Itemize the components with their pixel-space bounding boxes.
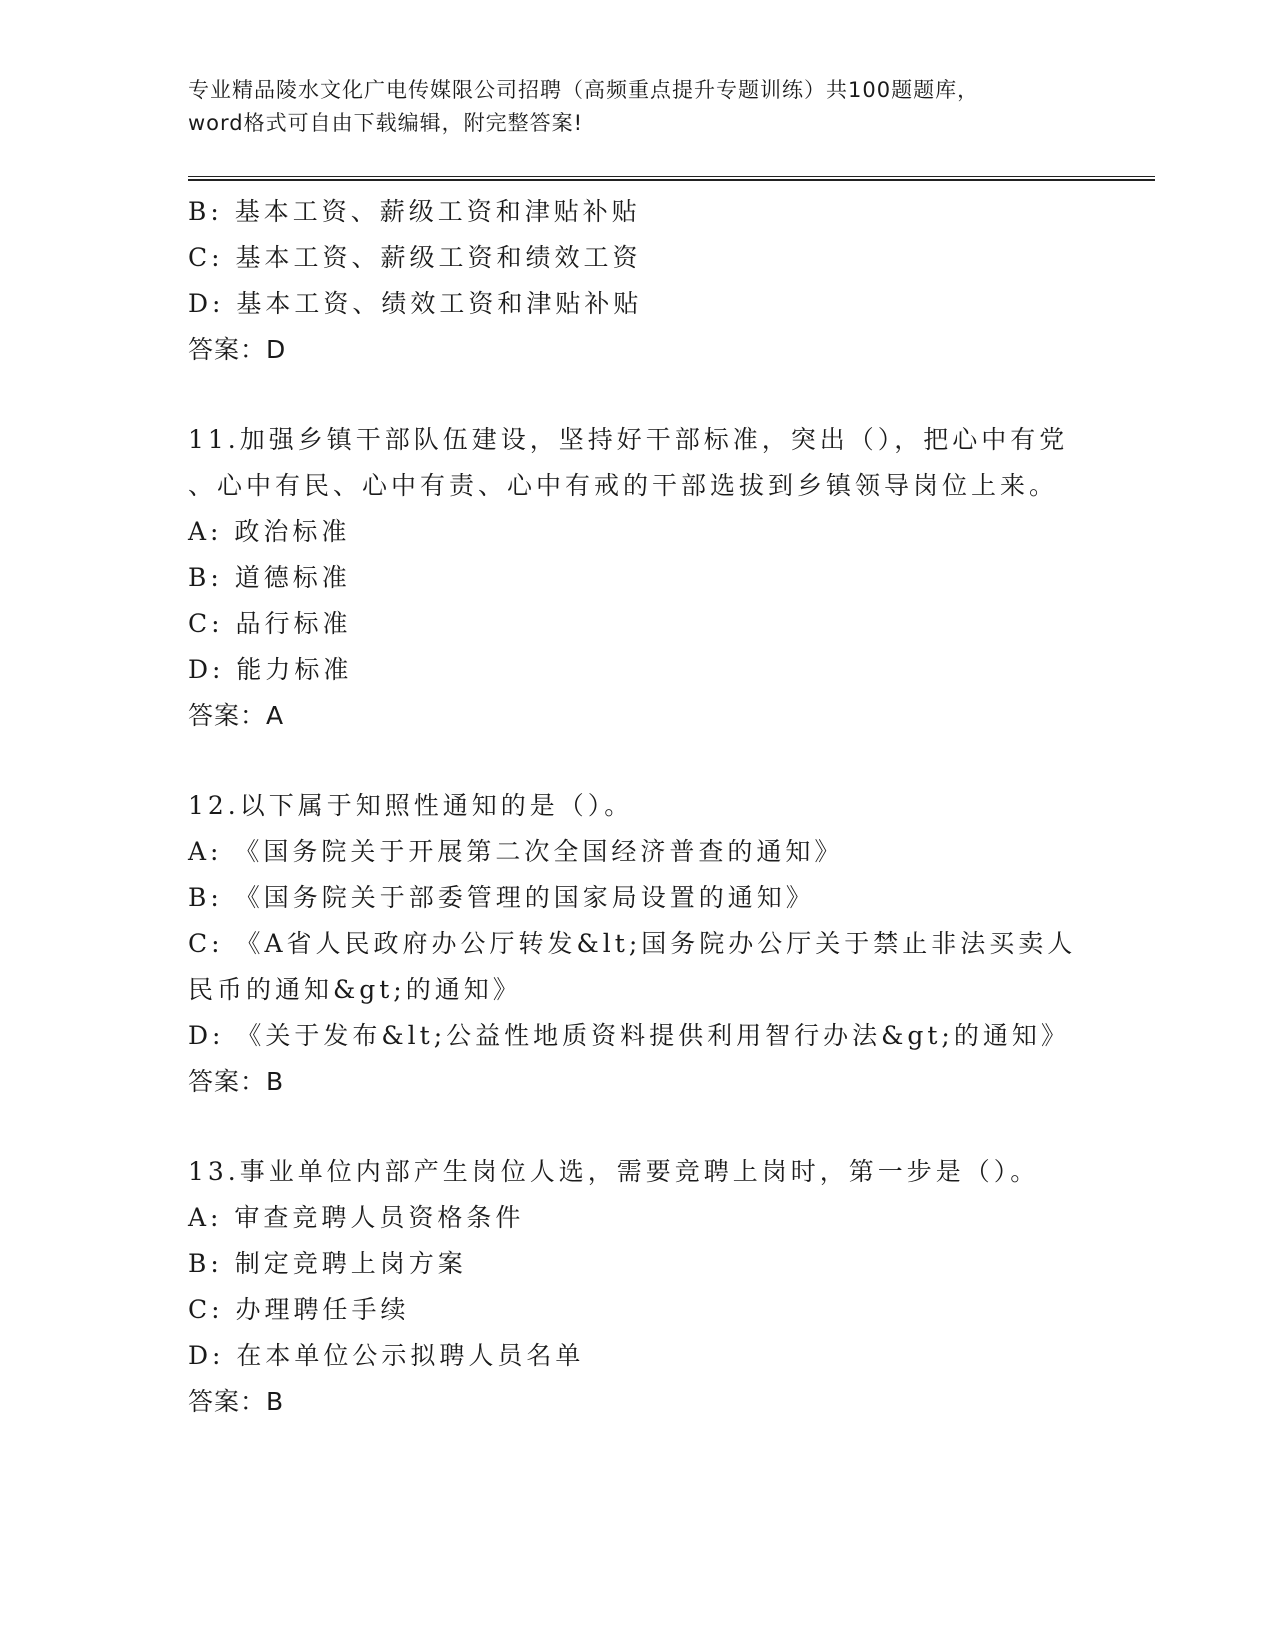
question-11: [188, 417, 1088, 739]
spacer: [188, 1105, 1088, 1149]
question-stem-continued: 、心中有民、心中有责、心中有戒的干部选拔到乡镇领导岗位上来。: [188, 471, 1059, 500]
option-d: D: 《关于发布&lt;公益性地质资料提供利用智行办法&gt;的通知》: [188, 1021, 1070, 1050]
answer: 答案：B: [188, 1067, 285, 1096]
document-title: 专业精品陵水文化广电传媒限公司招聘（高频重点提升专题训练）共100题题库，word格式可自由下载编辑，附完整答案!: [188, 78, 980, 135]
question-10-tail: [188, 189, 1088, 373]
question-stem: 13.事业单位内部产生岗位人选，需要竞聘上岗时，第一步是（）。: [188, 1157, 1040, 1186]
answer: 答案：B: [188, 1387, 285, 1416]
option-d: D: 基本工资、绩效工资和津贴补贴: [188, 289, 643, 318]
option-c-continued: 民币的通知&gt;的通知》: [188, 975, 522, 1004]
option-c: C: 品行标准: [188, 609, 352, 638]
question-stem: 11.加强乡镇干部队伍建设，坚持好干部标准，突出（），把心中有党: [188, 425, 1069, 454]
question-stem: 12.以下属于知照性通知的是（）。: [188, 791, 634, 820]
option-b: B: 基本工资、薪级工资和津贴补贴: [188, 197, 641, 226]
option-b: B: 道德标准: [188, 563, 351, 592]
option-b: B: 《国务院关于部委管理的国家局设置的通知》: [188, 883, 815, 912]
option-d: D: 在本单位公示拟聘人员名单: [188, 1341, 585, 1370]
option-b: B: 制定竞聘上岗方案: [188, 1249, 467, 1278]
option-c: C: 办理聘任手续: [188, 1295, 410, 1324]
header-divider: [188, 176, 1155, 181]
question-list: [188, 189, 1088, 1425]
option-c: C: 基本工资、薪级工资和绩效工资: [188, 243, 642, 272]
option-c: C: 《A省人民政府办公厅转发&lt;国务院办公厅关于禁止非法买卖人: [188, 929, 1077, 958]
spacer: [188, 373, 1088, 417]
option-d: D: 能力标准: [188, 655, 353, 684]
question-12: [188, 783, 1088, 1105]
option-a: A: 《国务院关于开展第二次全国经济普查的通知》: [188, 837, 844, 866]
option-a: A: 审查竞聘人员资格条件: [188, 1203, 525, 1232]
answer: 答案：D: [188, 335, 287, 364]
answer: 答案：A: [188, 701, 285, 730]
question-13: [188, 1149, 1088, 1425]
option-a: A: 政治标准: [188, 517, 351, 546]
spacer: [188, 739, 1088, 783]
